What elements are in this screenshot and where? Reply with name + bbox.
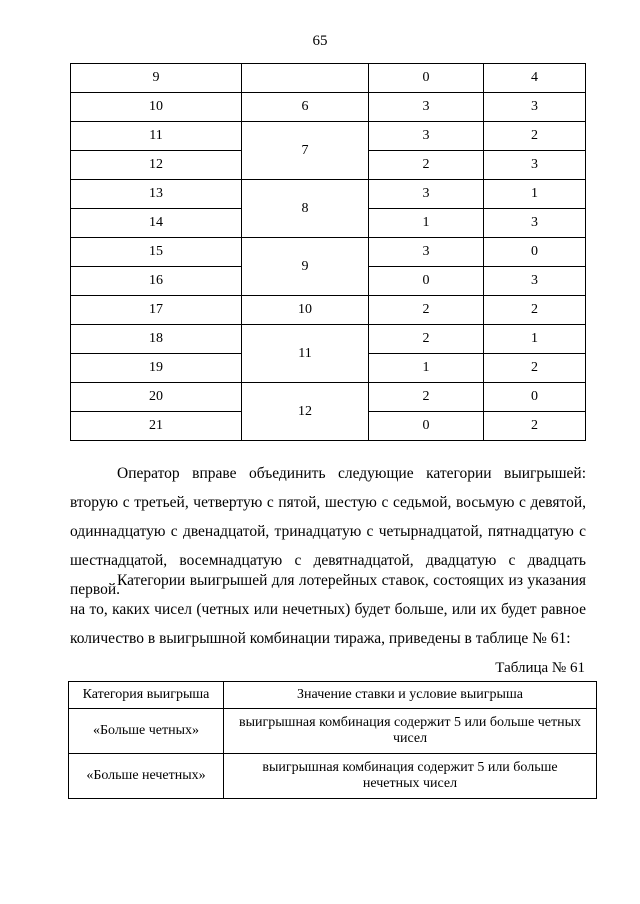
table-cell: 2 — [484, 122, 586, 151]
table-cell: 14 — [71, 209, 242, 238]
table-cell: 16 — [71, 267, 242, 296]
table-cell: 15 — [71, 238, 242, 267]
table-cell: 9 — [71, 64, 242, 93]
table-row — [69, 754, 597, 799]
table-cell-merged: 9 — [242, 238, 369, 296]
table-cell: 2 — [484, 412, 586, 441]
table-cell: 17 — [71, 296, 242, 325]
table-cell: 3 — [484, 267, 586, 296]
table-row — [71, 122, 586, 151]
table-cell: выигрышная комбинация содержит 5 или больше нечетных чисел — [224, 754, 597, 799]
table-cell: 3 — [484, 93, 586, 122]
table-cell: 3 — [484, 151, 586, 180]
table-cell: 10 — [242, 296, 369, 325]
table-cell: 0 — [484, 383, 586, 412]
table-row — [71, 383, 586, 412]
table-cell: 3 — [484, 209, 586, 238]
table-cell: 21 — [71, 412, 242, 441]
table-row — [71, 325, 586, 354]
table-cell — [242, 64, 369, 93]
table-cell: «Больше четных» — [69, 709, 224, 754]
table-header-row — [69, 682, 597, 709]
table-cell: 2 — [484, 296, 586, 325]
table-cell: 2 — [369, 383, 484, 412]
table-row — [71, 180, 586, 209]
table-cell: 1 — [369, 209, 484, 238]
table-cell: 4 — [484, 64, 586, 93]
table-cell-merged: 11 — [242, 325, 369, 383]
column-header: Категория выигрыша — [69, 682, 224, 709]
table-cell: 0 — [369, 412, 484, 441]
table-row — [71, 296, 586, 325]
table-cell: 3 — [369, 238, 484, 267]
table-cell: 1 — [484, 325, 586, 354]
table-cell: выигрышная комбинация содержит 5 или больше четных чисел — [224, 709, 597, 754]
table-cell: 2 — [369, 296, 484, 325]
table-caption: Таблица № 61 — [495, 660, 585, 676]
table-row — [71, 238, 586, 267]
prize-category-table — [70, 63, 586, 441]
page-number: 65 — [312, 33, 328, 49]
table-cell-merged: 8 — [242, 180, 369, 238]
table-cell: 13 — [71, 180, 242, 209]
table-cell: 2 — [484, 354, 586, 383]
table-cell: 0 — [484, 238, 586, 267]
table-cell: 18 — [71, 325, 242, 354]
body-paragraph: Категории выигрышей для лотерейных ставок, состоящих из указания на то, каких чисел (четных или нечетных) будет больше, или их будет равное количество в выигрышной комбинации тиража, приведены в таблице № 61: — [70, 572, 586, 647]
table-cell: 19 — [71, 354, 242, 383]
prize-condition-table — [68, 681, 597, 799]
table-row — [69, 709, 597, 754]
body-paragraph: Оператор вправе объединить следующие категории выигрышей: вторую с третьей, четвертую с пятой, шестую с седьмой, восьмую с девятой, одиннадцатую с двенадцатой, тринадцатую с четырнадцатой, пятнадцатую с шестнадцатой, восемнадцатую с девятнадцатой, двадцатую с двадцать первой. — [70, 465, 586, 598]
table-cell-merged: 12 — [242, 383, 369, 441]
table-cell: 1 — [369, 354, 484, 383]
table-cell: 0 — [369, 267, 484, 296]
table-cell-merged: 7 — [242, 122, 369, 180]
table-cell: 3 — [369, 122, 484, 151]
table-cell: 2 — [369, 325, 484, 354]
column-header: Значение ставки и условие выигрыша — [224, 682, 597, 709]
table-cell: 3 — [369, 180, 484, 209]
table-row — [71, 64, 586, 93]
table-cell: 1 — [484, 180, 586, 209]
table-cell: 11 — [71, 122, 242, 151]
table-cell: 12 — [71, 151, 242, 180]
table-cell: 2 — [369, 151, 484, 180]
table-cell: «Больше нечетных» — [69, 754, 224, 799]
table-cell: 20 — [71, 383, 242, 412]
table-cell: 0 — [369, 64, 484, 93]
table-cell: 6 — [242, 93, 369, 122]
table-cell: 3 — [369, 93, 484, 122]
table-cell: 10 — [71, 93, 242, 122]
table-row — [71, 93, 586, 122]
